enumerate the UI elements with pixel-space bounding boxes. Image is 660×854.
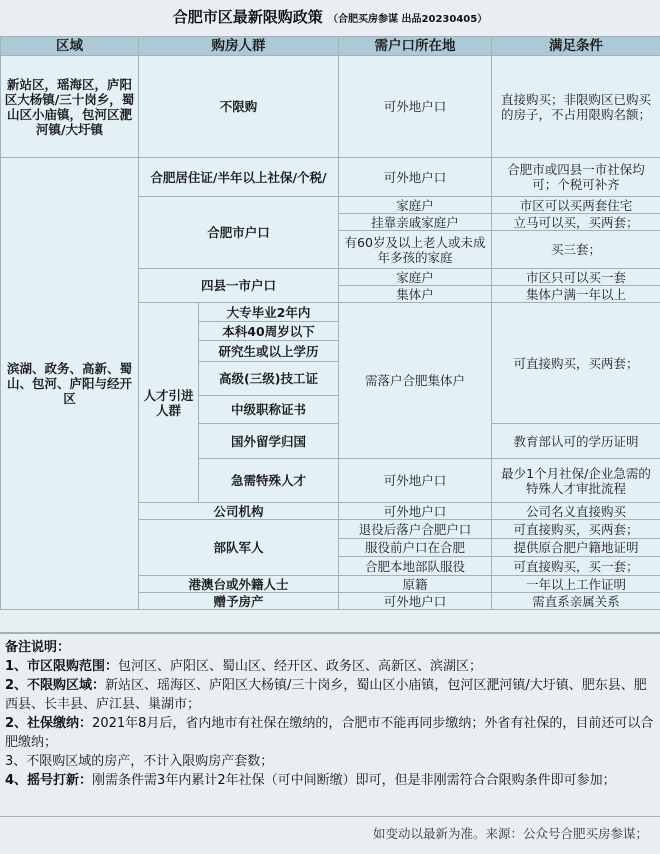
hukou-family: 家庭户 <box>339 197 492 214</box>
group-mid-title: 中级职称证书 <box>199 396 339 424</box>
title-main: 合肥市区最新限购政策 <box>172 8 323 26</box>
group-bachelor: 本科40周岁以下 <box>199 322 339 341</box>
header-region: 区域 <box>1 37 139 56</box>
hukou-hk-foreign: 原籍 <box>339 576 492 593</box>
note-label: 2、不限购区域： <box>5 678 106 693</box>
talent-label: 人才引进人群 <box>139 303 199 503</box>
note-item <box>5 657 656 676</box>
hukou-residence: 可外地户口 <box>339 158 492 197</box>
header-group: 购房人群 <box>139 37 339 56</box>
note-text: 3、不限购区域的房产，不计入限购房产套数； <box>5 754 274 769</box>
cond-company: 公司名义直接购买 <box>492 503 660 520</box>
note-text: 2021年8月后，省内地市有社保在缴纳的，合肥市不能再同步缴纳；外省有社保的，目前还可以合肥缴纳； <box>5 716 654 750</box>
region-unlimited: 新站区，瑶海区，庐阳区大杨镇/三十岗乡，蜀山区小庙镇，包河区淝河镇/大圩镇 <box>1 56 139 158</box>
hukou-unlimited: 可外地户口 <box>339 56 492 158</box>
cond-mil-local: 可直接购买，买一套； <box>492 557 660 576</box>
note-item <box>5 676 656 714</box>
note-item <box>5 752 656 771</box>
hukou-mil-retired: 退役后落户合肥户口 <box>339 520 492 539</box>
policy-table <box>0 36 660 610</box>
group-overseas: 国外留学归国 <box>199 424 339 459</box>
hukou-county-collective: 集体户 <box>339 286 492 303</box>
group-county: 四县一市户口 <box>139 269 339 303</box>
group-residence: 合肥居住证/半年以上社保/个税/ <box>139 158 339 197</box>
page-title <box>0 0 660 34</box>
hukou-company: 可外地户口 <box>339 503 492 520</box>
note-item <box>5 714 656 752</box>
group-hk-foreign: 港澳台或外籍人士 <box>139 576 339 593</box>
table-row <box>1 158 660 197</box>
group-graduate: 研究生或以上学历 <box>199 341 339 362</box>
hukou-mil-before: 服役前户口在合肥 <box>339 539 492 557</box>
cond-residence: 合肥市或四县一市社保均可；个税可补齐 <box>492 158 660 197</box>
cond-urgent: 最少1个月社保/企业急需的特殊人才审批流程 <box>492 459 660 503</box>
title-sub: （合肥买房参谋 出品20230405） <box>328 14 488 25</box>
notes-header: 备注说明： <box>5 640 71 655</box>
note-label: 4、摇号打新： <box>5 773 93 788</box>
cond-talent: 可直接购买，买两套； <box>492 303 660 424</box>
group-hefei-hukou: 合肥市户口 <box>139 197 339 269</box>
note-label: 2、社保缴纳： <box>5 716 93 731</box>
cond-county-family: 市区只可以买一套 <box>492 269 660 286</box>
group-college: 大专毕业2年内 <box>199 303 339 322</box>
note-text: 刚需条件需3年内累计2年社保（可中间断缴）即可，但是非刚需符合合限购条件即可参加； <box>92 773 616 788</box>
group-senior-tech: 高级(三级)技工证 <box>199 362 339 396</box>
note-item <box>5 771 656 790</box>
hukou-mil-local: 合肥本地部队服役 <box>339 557 492 576</box>
hukou-talent: 需落户合肥集体户 <box>339 303 492 459</box>
cond-overseas: 教育部认可的学历证明 <box>492 424 660 459</box>
hukou-elderly: 有60岁及以上老人或未成年多孩的家庭 <box>339 231 492 269</box>
source-footer: 如变动以最新为准。来源：公众号合肥买房参谋； <box>0 816 660 854</box>
cond-elderly: 买三套； <box>492 231 660 269</box>
notes-section <box>0 632 660 822</box>
cond-mil-before: 提供原合肥户籍地证明 <box>492 539 660 557</box>
hukou-attached: 挂靠亲戚家庭户 <box>339 214 492 231</box>
cond-mil-retired: 可直接购买，买两套； <box>492 520 660 539</box>
cond-county-collective: 集体户满一年以上 <box>492 286 660 303</box>
group-unlimited: 不限购 <box>139 56 339 158</box>
hukou-urgent: 可外地户口 <box>339 459 492 503</box>
region-limited: 滨湖、政务、高新、蜀山、包河、庐阳与经开区 <box>1 158 139 610</box>
hukou-county-family: 家庭户 <box>339 269 492 286</box>
cond-gift: 需直系亲属关系 <box>492 593 660 610</box>
cond-hk-foreign: 一年以上工作证明 <box>492 576 660 593</box>
cond-attached: 立马可以买，买两套； <box>492 214 660 231</box>
table-header-row <box>1 37 660 56</box>
group-company: 公司机构 <box>139 503 339 520</box>
header-condition: 满足条件 <box>492 37 660 56</box>
group-urgent: 急需特殊人才 <box>199 459 339 503</box>
cond-unlimited: 直接购买；非限购区已购买的房子，不占用限购名额； <box>492 56 660 158</box>
note-text: 包河区、庐阳区、蜀山区、经开区、政务区、高新区、滨湖区； <box>118 659 483 674</box>
group-gift: 赠予房产 <box>139 593 339 610</box>
group-military: 部队军人 <box>139 520 339 576</box>
cond-family: 市区可以买两套住宅 <box>492 197 660 214</box>
header-hukou: 需户口所在地 <box>339 37 492 56</box>
table-row <box>1 56 660 158</box>
note-label: 1、市区限购范围： <box>5 659 119 674</box>
hukou-gift: 可外地户口 <box>339 593 492 610</box>
note-text: 新站区、瑶海区、庐阳区大杨镇/三十岗乡，蜀山区小庙镇，包河区淝河镇/大圩镇、肥东县、肥西县、长丰县、庐江县、巢湖市； <box>5 678 647 712</box>
